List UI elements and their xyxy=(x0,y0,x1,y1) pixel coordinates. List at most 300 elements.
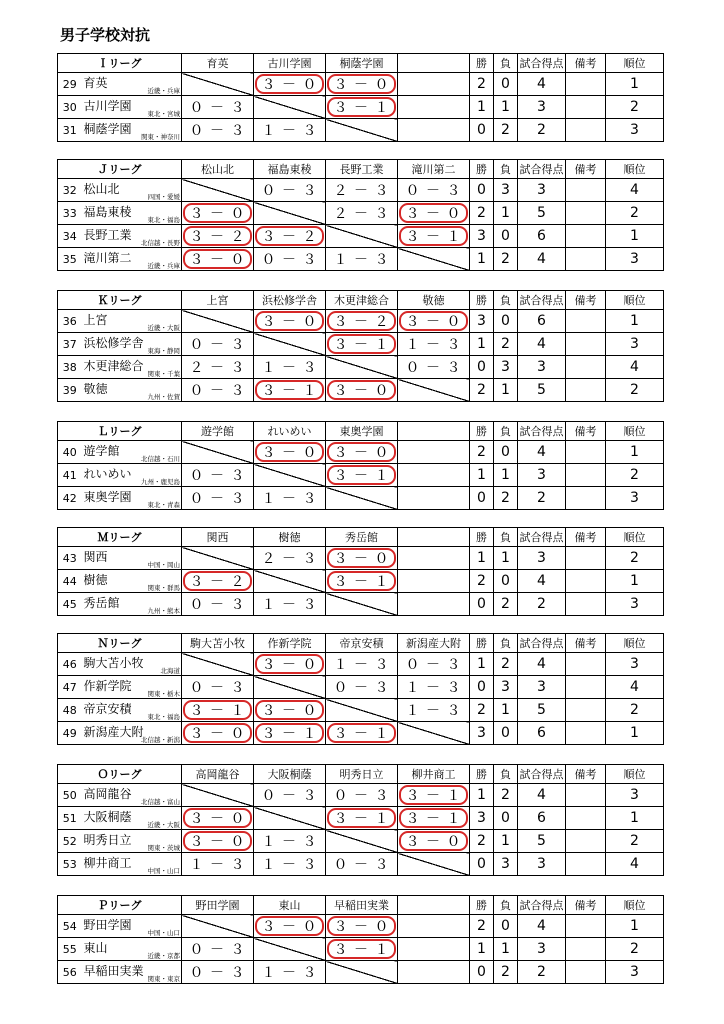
notes-header: 備考 xyxy=(566,528,606,547)
score-cell xyxy=(254,830,326,853)
score-cell xyxy=(326,853,398,876)
team-name: 早稲田実業 xyxy=(83,964,144,978)
notes-header: 備考 xyxy=(566,54,606,73)
league-table xyxy=(57,633,664,745)
score-text: １ － ３ xyxy=(189,857,246,873)
score-text: ３ － ０ xyxy=(261,77,318,93)
table-row xyxy=(58,96,664,119)
team-name: 関西 xyxy=(83,550,108,564)
wins: 0 xyxy=(470,356,494,379)
win-circle xyxy=(183,249,252,269)
wins: 0 xyxy=(470,961,494,984)
match-points: 5 xyxy=(518,379,566,402)
score-cell xyxy=(398,96,470,119)
score-cell xyxy=(326,464,398,487)
team-region: 北信越・長野 xyxy=(141,239,180,247)
rank: 1 xyxy=(606,310,664,333)
score-cell xyxy=(398,464,470,487)
score-cell xyxy=(326,73,398,96)
opponent-header: 高岡龍谷 xyxy=(182,765,254,784)
team-number: 55 xyxy=(58,938,82,961)
table-row xyxy=(58,119,664,142)
score-text: ０ － ３ xyxy=(189,680,246,696)
match-points: 3 xyxy=(518,356,566,379)
notes-cell xyxy=(566,853,606,876)
table-row xyxy=(58,379,664,402)
table-row xyxy=(58,853,664,876)
score-cell xyxy=(254,356,326,379)
team-name: 育英 xyxy=(83,76,108,90)
score-text: ３ － １ xyxy=(405,229,462,245)
opponent-header: 桐蔭学園 xyxy=(326,54,398,73)
score-cell xyxy=(182,807,254,830)
opponent-header: 関西 xyxy=(182,528,254,547)
score-cell xyxy=(398,225,470,248)
opponent-header: 新潟産大附 xyxy=(398,634,470,653)
score-text: ３ － ０ xyxy=(333,551,390,567)
win-circle xyxy=(327,334,396,354)
score-cell xyxy=(326,570,398,593)
score-text: ０ － ３ xyxy=(333,680,390,696)
team-number: 53 xyxy=(58,853,82,876)
score-text: ３ － ０ xyxy=(261,657,318,673)
match-points: 3 xyxy=(518,96,566,119)
team-name: 桐蔭学園 xyxy=(83,122,132,136)
opponent-header: 松山北 xyxy=(182,160,254,179)
league-header-row xyxy=(58,160,664,179)
rank-header: 順位 xyxy=(606,634,664,653)
points-header: 試合得点 xyxy=(518,422,566,441)
win-circle xyxy=(183,723,252,743)
score-text: ０ － ３ xyxy=(189,337,246,353)
team-cell xyxy=(82,379,182,402)
score-text: ０ － ３ xyxy=(333,788,390,804)
loss-header: 負 xyxy=(494,54,518,73)
wins: 1 xyxy=(470,784,494,807)
notes-cell xyxy=(566,487,606,510)
rank: 1 xyxy=(606,73,664,96)
team-cell xyxy=(82,487,182,510)
team-region: 東北・宮城 xyxy=(147,110,180,118)
team-name: れいめい xyxy=(83,467,132,481)
diagonal-cell xyxy=(254,570,326,593)
team-name: 古川学園 xyxy=(83,99,132,113)
opponent-header: 野田学園 xyxy=(182,896,254,915)
team-region: 中国・山口 xyxy=(147,867,180,875)
diagonal-cell xyxy=(182,784,254,807)
wins: 2 xyxy=(470,570,494,593)
win-circle xyxy=(255,700,324,720)
opponent-header: 遊学館 xyxy=(182,422,254,441)
score-cell xyxy=(182,961,254,984)
score-cell xyxy=(398,487,470,510)
score-cell xyxy=(254,853,326,876)
match-points: 4 xyxy=(518,441,566,464)
notes-cell xyxy=(566,807,606,830)
points-header: 試合得点 xyxy=(518,896,566,915)
score-text: １ － ３ xyxy=(405,337,462,353)
notes-cell xyxy=(566,915,606,938)
team-name: 上宮 xyxy=(83,313,108,327)
win-circle xyxy=(399,226,468,246)
team-region: 近畿・大阪 xyxy=(147,821,180,829)
team-name: 大阪桐蔭 xyxy=(83,810,132,824)
wins: 1 xyxy=(470,248,494,271)
score-text: １ － ３ xyxy=(261,834,318,850)
opponent-header: 早稲田実業 xyxy=(326,896,398,915)
opponent-header xyxy=(398,896,470,915)
league-header-row xyxy=(58,634,664,653)
team-region: 東海・静岡 xyxy=(147,347,180,355)
win-circle xyxy=(327,442,396,462)
league-table xyxy=(57,764,664,876)
score-cell xyxy=(254,441,326,464)
score-text: ０ － ３ xyxy=(189,383,246,399)
notes-cell xyxy=(566,961,606,984)
match-points: 3 xyxy=(518,464,566,487)
win-circle xyxy=(327,74,396,94)
win-circle xyxy=(327,723,396,743)
win-circle xyxy=(327,916,396,936)
team-cell xyxy=(82,593,182,616)
rank: 1 xyxy=(606,807,664,830)
score-text: ０ － ３ xyxy=(261,788,318,804)
win-header: 勝 xyxy=(470,765,494,784)
score-cell xyxy=(182,676,254,699)
match-points: 4 xyxy=(518,570,566,593)
match-points: 2 xyxy=(518,961,566,984)
team-region: 北海道 xyxy=(160,667,180,675)
points-header: 試合得点 xyxy=(518,54,566,73)
wins: 1 xyxy=(470,653,494,676)
wins: 0 xyxy=(470,676,494,699)
diagonal-cell xyxy=(182,653,254,676)
notes-cell xyxy=(566,310,606,333)
rank: 2 xyxy=(606,96,664,119)
wins: 2 xyxy=(470,830,494,853)
team-region: 近畿・兵庫 xyxy=(147,262,180,270)
opponent-header: 作新学院 xyxy=(254,634,326,653)
points-header: 試合得点 xyxy=(518,765,566,784)
opponent-header: れいめい xyxy=(254,422,326,441)
opponent-header: 上宮 xyxy=(182,291,254,310)
diagonal-cell xyxy=(182,179,254,202)
win-circle xyxy=(327,380,396,400)
table-row xyxy=(58,310,664,333)
win-header: 勝 xyxy=(470,291,494,310)
wins: 2 xyxy=(470,379,494,402)
team-region: 関東・群馬 xyxy=(147,584,180,592)
team-number: 42 xyxy=(58,487,82,510)
table-row xyxy=(58,722,664,745)
league-header-row xyxy=(58,528,664,547)
opponent-header xyxy=(398,422,470,441)
score-text: ３ － ０ xyxy=(189,811,246,827)
notes-cell xyxy=(566,830,606,853)
table-row xyxy=(58,179,664,202)
score-cell xyxy=(326,547,398,570)
score-cell xyxy=(182,487,254,510)
team-region: 東北・福島 xyxy=(147,216,180,224)
score-cell xyxy=(182,570,254,593)
rank: 2 xyxy=(606,699,664,722)
score-cell xyxy=(326,807,398,830)
notes-cell xyxy=(566,464,606,487)
team-region: 北信越・石川 xyxy=(141,455,180,463)
notes-header: 備考 xyxy=(566,896,606,915)
team-region: 九州・熊本 xyxy=(147,607,180,615)
opponent-header: 帝京安積 xyxy=(326,634,398,653)
team-region: 関東・東京 xyxy=(147,975,180,983)
score-text: ０ － ３ xyxy=(189,491,246,507)
diagonal-cell xyxy=(326,119,398,142)
score-text: １ － ３ xyxy=(261,965,318,981)
rank: 2 xyxy=(606,938,664,961)
points-header: 試合得点 xyxy=(518,634,566,653)
league-header-row xyxy=(58,422,664,441)
team-name: 樹徳 xyxy=(83,573,108,587)
match-points: 3 xyxy=(518,547,566,570)
notes-cell xyxy=(566,722,606,745)
diagonal-cell xyxy=(182,547,254,570)
team-cell xyxy=(82,853,182,876)
score-text: １ － ３ xyxy=(333,657,390,673)
losses: 2 xyxy=(494,961,518,984)
league-header-row xyxy=(58,291,664,310)
win-circle xyxy=(327,808,396,828)
wins: 1 xyxy=(470,547,494,570)
score-text: ３ － １ xyxy=(333,574,390,590)
team-number: 32 xyxy=(58,179,82,202)
losses: 1 xyxy=(494,379,518,402)
score-cell xyxy=(254,722,326,745)
league-name: Ｋリーグ xyxy=(58,291,182,310)
league-name: Ｏリーグ xyxy=(58,765,182,784)
team-number: 51 xyxy=(58,807,82,830)
rank: 3 xyxy=(606,653,664,676)
points-header: 試合得点 xyxy=(518,160,566,179)
score-cell xyxy=(326,784,398,807)
team-region: 九州・鹿児島 xyxy=(141,478,180,486)
team-cell xyxy=(82,938,182,961)
match-points: 2 xyxy=(518,487,566,510)
losses: 0 xyxy=(494,73,518,96)
table-row xyxy=(58,248,664,271)
win-circle xyxy=(255,916,324,936)
diagonal-cell xyxy=(254,938,326,961)
score-cell xyxy=(326,379,398,402)
score-text: ３ － １ xyxy=(333,100,390,116)
rank: 3 xyxy=(606,119,664,142)
diagonal-cell xyxy=(398,722,470,745)
team-name: 滝川第二 xyxy=(83,251,132,265)
score-cell xyxy=(182,699,254,722)
league-table xyxy=(57,290,664,402)
match-points: 3 xyxy=(518,853,566,876)
diagonal-cell xyxy=(182,915,254,938)
score-text: １ － ３ xyxy=(261,597,318,613)
win-circle xyxy=(327,311,396,331)
score-text: ３ － ０ xyxy=(333,919,390,935)
score-text: ０ － ３ xyxy=(189,123,246,139)
match-points: 3 xyxy=(518,676,566,699)
team-region: 関東・神奈川 xyxy=(141,133,180,141)
notes-header: 備考 xyxy=(566,765,606,784)
table-row xyxy=(58,464,664,487)
losses: 0 xyxy=(494,722,518,745)
diagonal-cell xyxy=(326,699,398,722)
match-points: 3 xyxy=(518,179,566,202)
league-table xyxy=(57,53,664,142)
wins: 0 xyxy=(470,593,494,616)
win-header: 勝 xyxy=(470,54,494,73)
score-cell xyxy=(326,310,398,333)
win-header: 勝 xyxy=(470,422,494,441)
score-text: ３ － １ xyxy=(333,811,390,827)
wins: 0 xyxy=(470,179,494,202)
team-cell xyxy=(82,333,182,356)
notes-cell xyxy=(566,784,606,807)
score-text: ３ － １ xyxy=(333,337,390,353)
team-region: 近畿・大阪 xyxy=(147,324,180,332)
notes-cell xyxy=(566,379,606,402)
score-text: ３ － ０ xyxy=(189,726,246,742)
score-text: ３ － ０ xyxy=(261,703,318,719)
win-header: 勝 xyxy=(470,160,494,179)
win-circle xyxy=(183,571,252,591)
score-text: １ － ３ xyxy=(261,360,318,376)
diagonal-cell xyxy=(254,676,326,699)
team-cell xyxy=(82,202,182,225)
win-circle xyxy=(255,442,324,462)
score-text: ３ － １ xyxy=(189,703,246,719)
wins: 0 xyxy=(470,853,494,876)
notes-cell xyxy=(566,699,606,722)
team-number: 47 xyxy=(58,676,82,699)
league-name: Ｐリーグ xyxy=(58,896,182,915)
rank: 3 xyxy=(606,784,664,807)
team-cell xyxy=(82,722,182,745)
score-cell xyxy=(254,379,326,402)
score-text: ３ － ０ xyxy=(189,252,246,268)
team-region: 東北・青森 xyxy=(147,501,180,509)
score-cell xyxy=(326,202,398,225)
team-number: 38 xyxy=(58,356,82,379)
losses: 0 xyxy=(494,225,518,248)
score-text: ３ － １ xyxy=(333,942,390,958)
win-header: 勝 xyxy=(470,634,494,653)
team-cell xyxy=(82,96,182,119)
score-text: ３ － ２ xyxy=(189,574,246,590)
loss-header: 負 xyxy=(494,634,518,653)
score-cell xyxy=(398,938,470,961)
wins: 2 xyxy=(470,73,494,96)
rank: 4 xyxy=(606,179,664,202)
win-circle xyxy=(399,785,468,805)
notes-cell xyxy=(566,119,606,142)
match-points: 6 xyxy=(518,722,566,745)
table-row xyxy=(58,915,664,938)
score-cell xyxy=(254,699,326,722)
team-number: 44 xyxy=(58,570,82,593)
score-cell xyxy=(398,653,470,676)
team-number: 33 xyxy=(58,202,82,225)
team-name: 浜松修学舎 xyxy=(83,336,144,350)
team-name: 東山 xyxy=(83,941,108,955)
team-region: 東北・福島 xyxy=(147,713,180,721)
team-number: 30 xyxy=(58,96,82,119)
opponent-header: 明秀日立 xyxy=(326,765,398,784)
match-points: 4 xyxy=(518,784,566,807)
opponent-header: 育英 xyxy=(182,54,254,73)
losses: 3 xyxy=(494,853,518,876)
match-points: 5 xyxy=(518,202,566,225)
team-region: 中国・岡山 xyxy=(147,561,180,569)
team-number: 35 xyxy=(58,248,82,271)
team-cell xyxy=(82,248,182,271)
table-row xyxy=(58,202,664,225)
notes-cell xyxy=(566,73,606,96)
score-cell xyxy=(254,593,326,616)
team-region: 北信越・新潟 xyxy=(141,736,180,744)
rank: 3 xyxy=(606,248,664,271)
team-region: 九州・佐賀 xyxy=(147,393,180,401)
score-cell xyxy=(398,356,470,379)
score-cell xyxy=(182,119,254,142)
score-text: １ － ３ xyxy=(405,703,462,719)
team-name: 作新学院 xyxy=(83,679,132,693)
match-points: 4 xyxy=(518,915,566,938)
score-cell xyxy=(326,653,398,676)
score-text: ０ － ３ xyxy=(405,360,462,376)
rank: 1 xyxy=(606,570,664,593)
score-text: ３ － ０ xyxy=(405,314,462,330)
team-cell xyxy=(82,807,182,830)
score-text: ３ － ０ xyxy=(261,314,318,330)
score-cell xyxy=(398,570,470,593)
team-region: 関東・栃木 xyxy=(147,690,180,698)
rank-header: 順位 xyxy=(606,528,664,547)
score-text: ３ － １ xyxy=(405,788,462,804)
match-points: 6 xyxy=(518,807,566,830)
score-cell xyxy=(182,830,254,853)
wins: 2 xyxy=(470,699,494,722)
win-circle xyxy=(327,548,396,568)
diagonal-cell xyxy=(254,807,326,830)
wins: 3 xyxy=(470,310,494,333)
match-points: 2 xyxy=(518,119,566,142)
score-text: ３ － １ xyxy=(333,726,390,742)
match-points: 6 xyxy=(518,310,566,333)
team-cell xyxy=(82,119,182,142)
score-cell xyxy=(398,441,470,464)
table-row xyxy=(58,570,664,593)
notes-cell xyxy=(566,202,606,225)
loss-header: 負 xyxy=(494,422,518,441)
score-cell xyxy=(182,356,254,379)
score-text: ２ － ３ xyxy=(189,360,246,376)
score-text: ０ － ３ xyxy=(261,252,318,268)
score-cell xyxy=(182,248,254,271)
score-text: １ － ３ xyxy=(261,491,318,507)
team-region: 関東・千葉 xyxy=(147,370,180,378)
score-text: ３ － ０ xyxy=(333,445,390,461)
league-name: Ｎリーグ xyxy=(58,634,182,653)
team-number: 52 xyxy=(58,830,82,853)
notes-cell xyxy=(566,96,606,119)
team-name: 秀岳館 xyxy=(83,596,120,610)
score-cell xyxy=(326,179,398,202)
